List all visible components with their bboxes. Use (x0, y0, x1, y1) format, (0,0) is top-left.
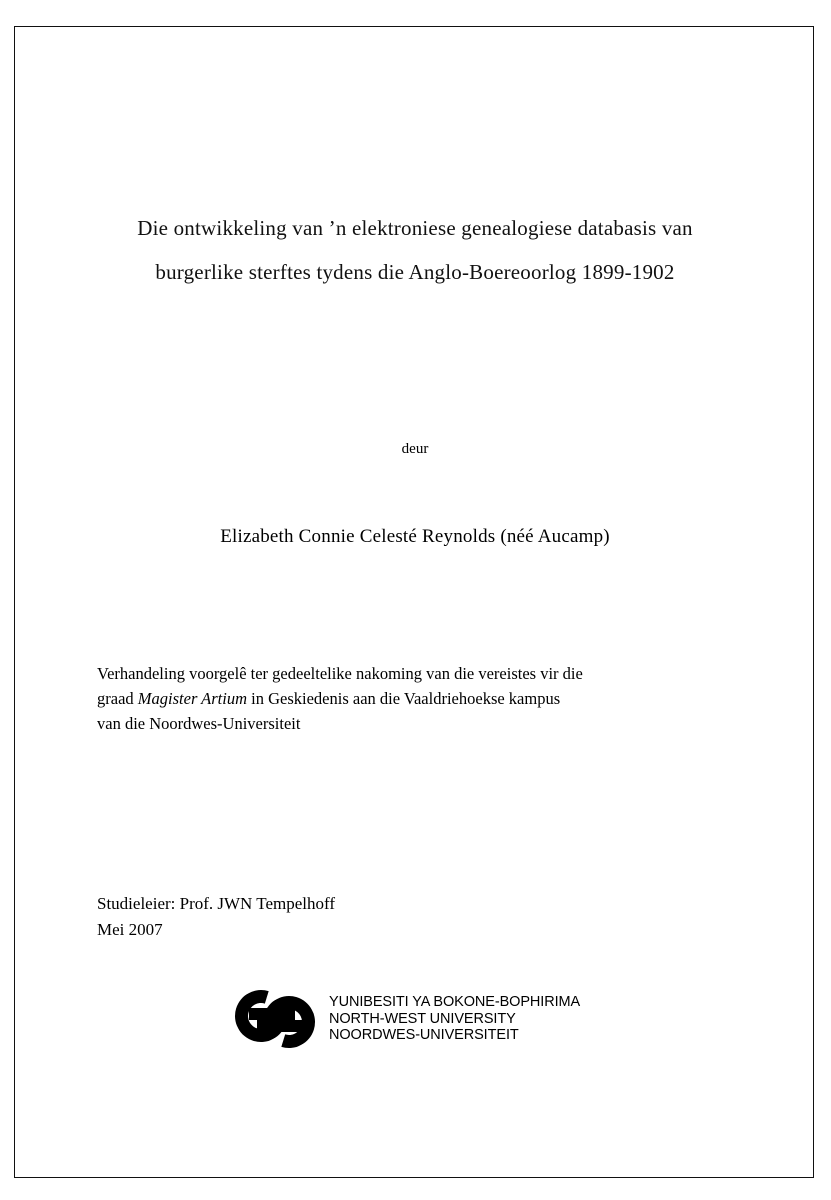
logo-bar-bottom (257, 1020, 303, 1032)
supervisor-block (97, 891, 725, 943)
logo-text-line-1: YUNIBESITI YA BOKONE-BOPHIRIMA (329, 994, 581, 1011)
title-line-1: Die ontwikkeling van ’n elektroniese genealogiese databasis van (137, 216, 693, 240)
author-name: Elizabeth Connie Celesté Reynolds (néé Aucamp) (220, 526, 610, 547)
degree-name-italic: Magister Artium (137, 689, 248, 708)
logo-bar-top (249, 1008, 295, 1020)
degree-statement-line-2-a: graad (97, 689, 138, 708)
university-logo (235, 986, 695, 1052)
thesis-title (95, 206, 735, 294)
title-line-2: burgerlike sterftes tydens die Anglo-Boereoorlog 1899-1902 (155, 260, 675, 284)
logo-text-line-3: NOORDWES-UNIVERSITEIT (329, 1027, 519, 1044)
title-page-content (95, 26, 735, 1178)
degree-statement (97, 661, 725, 736)
degree-statement-line-2 (97, 686, 725, 711)
byline-label: deur (401, 441, 429, 457)
degree-statement-line-3: van die Noordwes-Universiteit (97, 714, 301, 733)
degree-statement-line-2-b: in Geskiedenis aan die Vaaldriehoekse kampus (247, 689, 561, 708)
logo-text-line-2: NORTH-WEST UNIVERSITY (329, 1010, 516, 1027)
date-line: Mei 2007 (97, 920, 163, 939)
nwu-logo-mark-icon (235, 986, 319, 1052)
university-logo-text (329, 994, 580, 1044)
degree-statement-line-1: Verhandeling voorgelê ter gedeeltelike nakoming van die vereistes vir die (97, 664, 583, 683)
supervisor-line: Studieleier: Prof. JWN Tempelhoff (97, 894, 336, 913)
